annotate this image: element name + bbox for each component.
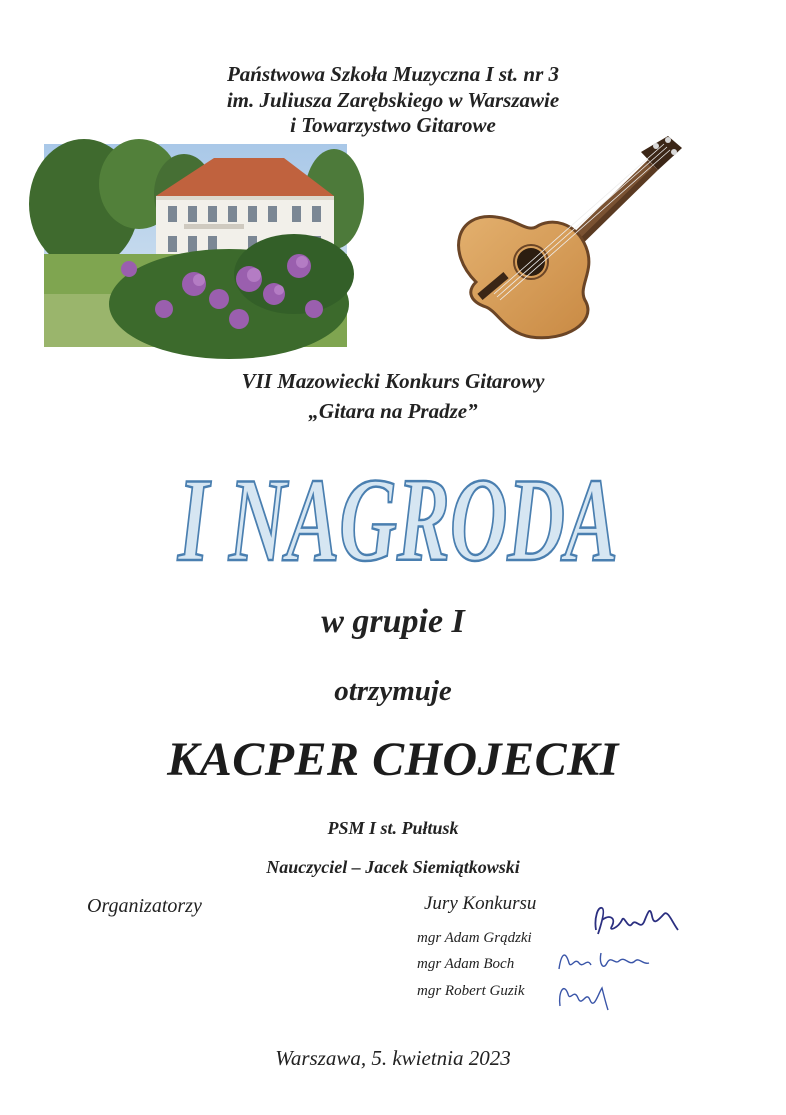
prize-text: I NAGRODA [176,453,618,586]
school-name-line-1: Państwowa Szkoła Muzyczna I st. nr 3 [226,62,559,86]
jury-member: mgr Adam Grądzki [417,930,532,946]
organizers-label: Organizatorzy [87,895,202,917]
jury-label: Jury Konkursu [424,893,537,914]
competition-name: VII Mazowiecki Konkurs Gitarowy [241,369,545,393]
school-building-photo [44,144,347,347]
prize-heading [173,453,623,586]
award-group: w grupie I [321,603,465,640]
school-name-line-3: i Towarzystwo Gitarowe [290,113,496,137]
signature-guzik [556,976,616,1016]
recipient-name: KACPER CHOJECKI [167,733,619,786]
jury-member: mgr Adam Boch [417,956,515,972]
receives-label: otrzymuje [334,675,452,707]
place-date: Warszawa, 5. kwietnia 2023 [275,1046,511,1070]
guitar-illustration [436,132,686,344]
signature-grad [588,900,688,945]
recipient-teacher: Nauczyciel – Jacek Siemiątkowski [266,857,520,877]
jury-member: mgr Robert Guzik [417,983,525,999]
competition-title: „Gitara na Pradze” [308,399,478,423]
recipient-school: PSM I st. Pułtusk [327,818,459,838]
signature-boch [555,943,655,978]
school-name-line-2: im. Juliusza Zarębskiego w Warszawie [226,88,560,112]
